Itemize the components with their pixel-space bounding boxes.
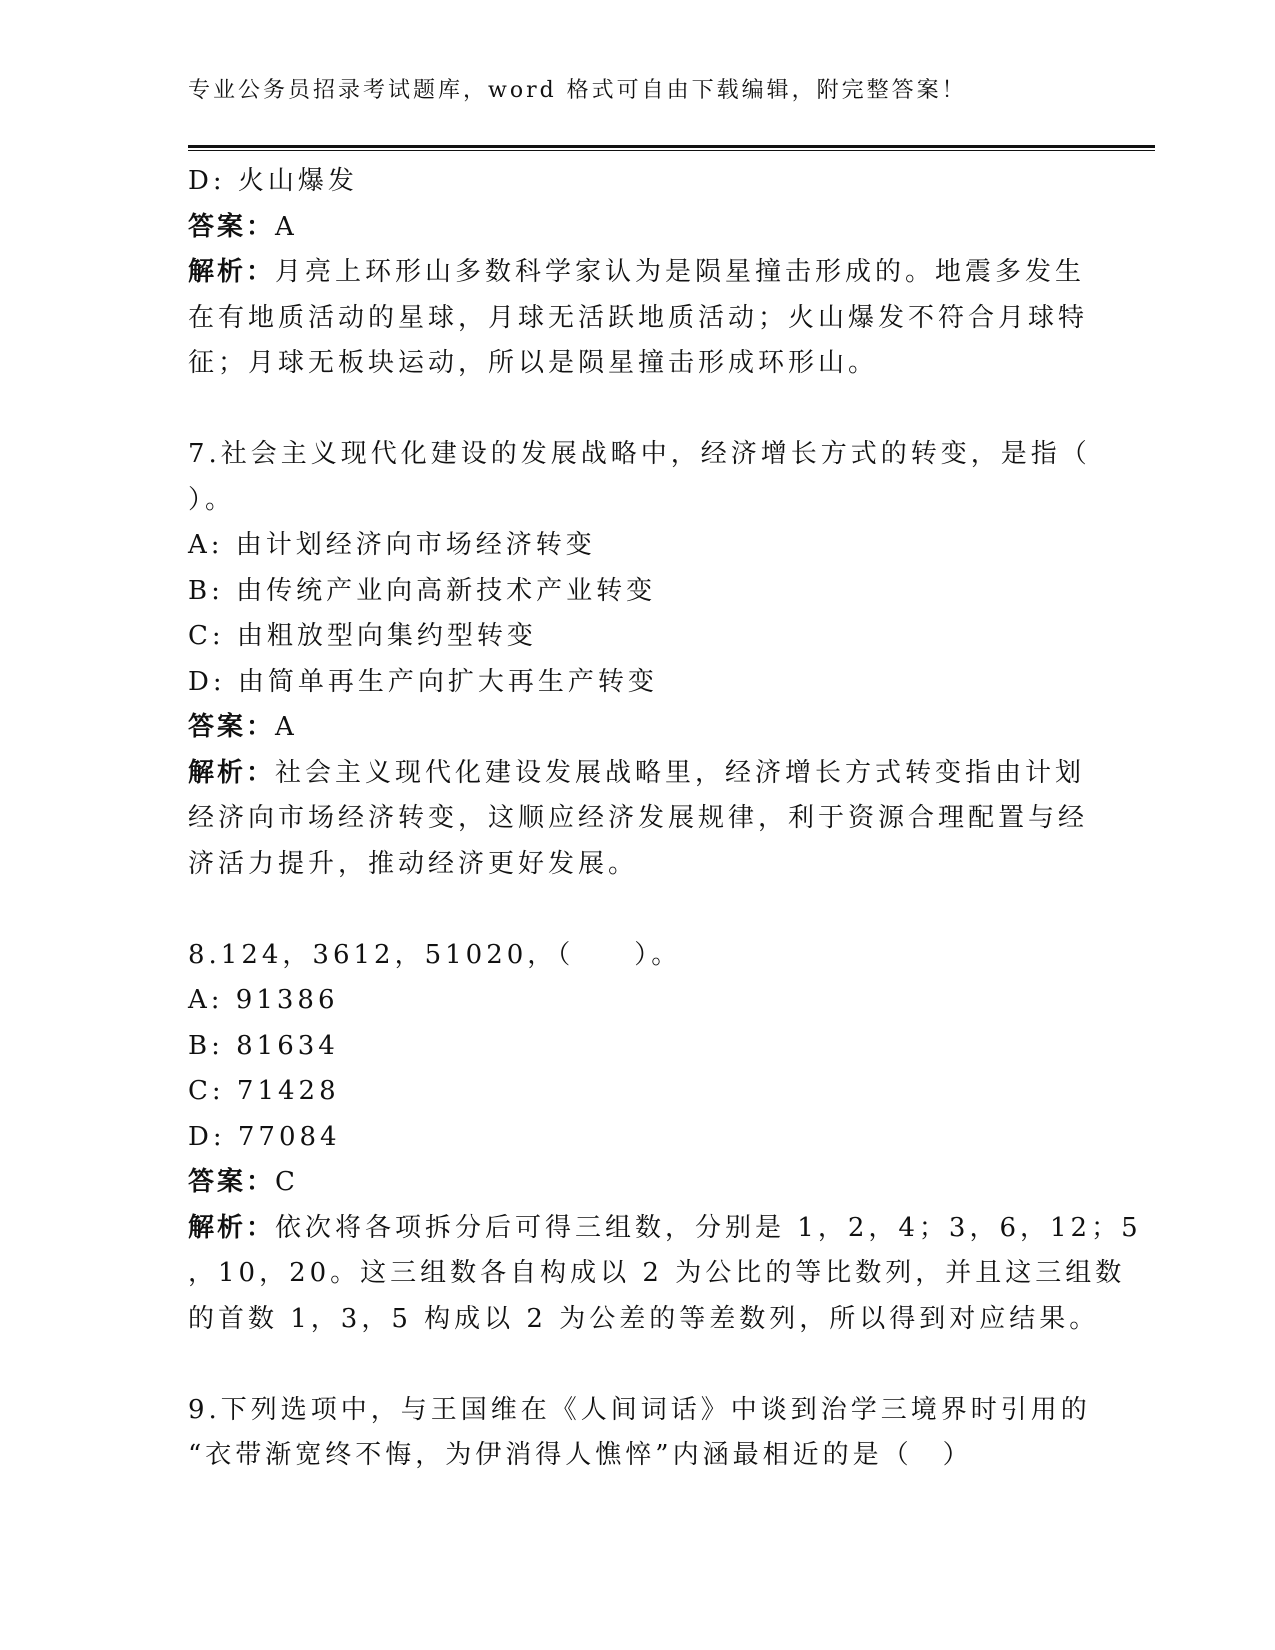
q9-question-line-1: 9.下列选项中，与王国维在《人间词话》中谈到治学三境界时引用的	[188, 1394, 1091, 1425]
spacer	[188, 1342, 1088, 1388]
q7-answer-value: A	[275, 712, 298, 742]
q6-answer-line	[188, 205, 1088, 251]
q9-question-line-2: “衣带渐宽终不悔，为伊消得人憔悴”内涵最相近的是（ ）	[188, 1440, 973, 1470]
q6-analysis-line-2: 在有地质活动的星球，月球无活跃地质活动；火山爆发不符合月球特	[188, 302, 1089, 333]
q7-analysis-text-1: 社会主义现代化建设发展战略里，经济增长方式转变指由计划	[275, 757, 1086, 788]
header-rule-thin	[188, 150, 1155, 151]
q8-analysis-line-3: 的首数 1，3，5 构成以 2 为公差的等差数列，所以得到对应结果。	[188, 1303, 1100, 1334]
document-body	[188, 159, 1142, 1479]
q8-analysis-text-1: 依次将各项拆分后可得三组数，分别是 1，2，4；3，6，12；5	[275, 1212, 1142, 1243]
q8-option-b: B: 81634	[188, 1030, 339, 1061]
q8-question: 8.124，3612，51020，（ ）。	[188, 939, 682, 970]
q7-option-a: A: 由计划经济向市场经济转变	[188, 530, 596, 560]
q8-answer-label: 答案：	[188, 1167, 276, 1197]
q8-answer-line	[188, 1160, 1088, 1206]
q8-option-d: D: 77084	[188, 1121, 341, 1152]
q6-analysis-line-3: 征；月球无板块运动，所以是陨星撞击形成环形山。	[188, 348, 879, 378]
q7-analysis-line-2: 经济向市场经济转变，这顺应经济发展规律，利于资源合理配置与经	[188, 803, 1089, 833]
q6-option-d: D: 火山爆发	[188, 166, 358, 196]
spacer	[188, 887, 1088, 933]
q6-analysis-text-1: 月亮上环形山多数科学家认为是陨星撞击形成的。地震多发生	[275, 257, 1086, 287]
q8-answer-value: C	[275, 1167, 299, 1197]
q7-analysis-line-3: 济活力提升，推动经济更好发展。	[188, 848, 639, 879]
q6-analysis-label: 解析：	[188, 257, 276, 287]
q7-option-d: D: 由简单再生产向扩大再生产转变	[188, 666, 658, 697]
q7-option-c: C: 由粗放型向集约型转变	[188, 621, 537, 651]
q6-answer-label: 答案：	[188, 211, 276, 242]
q7-answer-label: 答案：	[188, 712, 276, 742]
q6-analysis-line-1	[188, 250, 1088, 296]
q8-option-c: C: 71428	[188, 1076, 340, 1106]
q8-analysis-line-2: ，10，20。这三组数各自构成以 2 为公比的等比数列，并且这三组数	[188, 1258, 1126, 1288]
q7-analysis-line-1	[188, 751, 1088, 797]
q8-analysis-line-1	[188, 1206, 1142, 1252]
q6-answer-value: A	[275, 211, 298, 242]
page-header: 专业公务员招录考试题库，word 格式可自由下载编辑，附完整答案！	[188, 78, 967, 103]
q7-option-b: B: 由传统产业向高新技术产业转变	[188, 575, 657, 606]
q7-question-line-2: ）。	[188, 484, 236, 515]
q8-analysis-label: 解析：	[188, 1212, 276, 1243]
spacer	[188, 387, 1088, 433]
header-rule-thick	[188, 145, 1155, 148]
q7-question-line-1: 7.社会主义现代化建设的发展战略中，经济增长方式的转变，是指（	[188, 439, 1091, 469]
q7-answer-line	[188, 705, 1088, 751]
q7-analysis-label: 解析：	[188, 757, 276, 788]
q8-option-a: A: 91386	[188, 985, 339, 1015]
